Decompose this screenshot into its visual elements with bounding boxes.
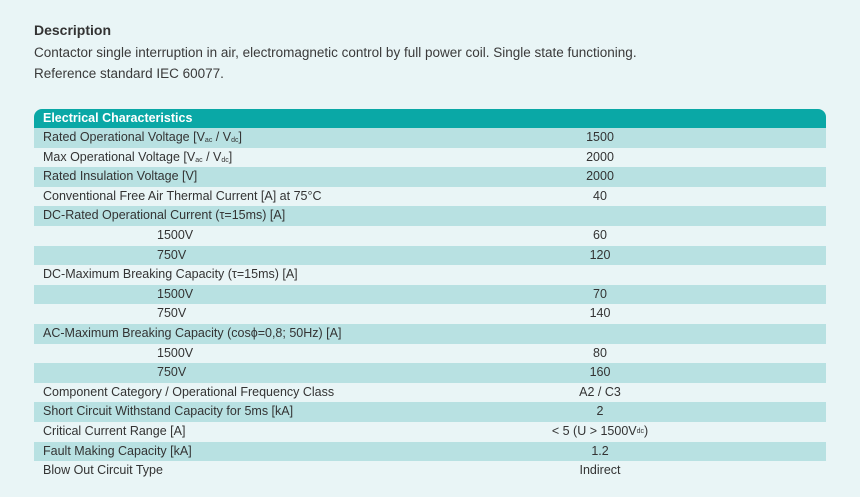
table-row: Critical Current Range [A] < 5 (U > 1500V dc ) (34, 422, 826, 442)
table-header: Electrical Characteristics (34, 109, 826, 128)
electrical-characteristics-table (34, 109, 826, 481)
row-label: DC-Maximum Breaking Capacity (τ=15ms) [A] (43, 267, 298, 282)
table-row: 750V 140 (34, 304, 826, 324)
row-label: Conventional Free Air Thermal Current [A] at 75°C (43, 188, 322, 203)
table-row: 750V 120 (34, 246, 826, 266)
table-row (34, 265, 826, 285)
row-label: Critical Current Range [A] (43, 423, 186, 438)
table-row: Blow Out Circuit Type Indirect (34, 461, 826, 481)
description-text-line-1: Contactor single interruption in air, electromagnetic control by full power coil. Single state functioning. (34, 45, 637, 60)
table-row: 750V 160 (34, 363, 826, 383)
row-label: Blow Out Circuit Type (43, 463, 163, 478)
row-label: Rated Operational Voltage $[V_{ac} / V_{dc}]$ (43, 130, 242, 144)
table-row: 1500V 80 (34, 344, 826, 364)
table-row (34, 324, 826, 344)
row-label: 750V (157, 247, 187, 262)
table-row: Conventional Free Air Thermal Current [A] at 75°C 40 (34, 187, 826, 207)
row-label: 1500V (157, 345, 194, 360)
table-row: Component Category / Operational Frequency Class A2 / C3 (34, 383, 826, 403)
row-label: Max Operational Voltage $[V_{ac} / V_{dc}]$ (43, 149, 233, 164)
table-row: 1500V 60 (34, 226, 826, 246)
table-row: Fault Making Capacity [kA] 1.2 (34, 442, 826, 462)
table-body (34, 128, 826, 481)
table-row (34, 206, 826, 226)
description-text-line-2: Reference standard IEC 60077. (34, 66, 224, 81)
row-label: DC-Rated Operational Current (τ=15ms) [A] (43, 208, 286, 223)
row-label: 750V (157, 365, 187, 380)
table-row: 1500V 70 (34, 285, 826, 305)
row-label: Component Category / Operational Frequency Class (43, 384, 335, 399)
row-label: 1500V (157, 286, 194, 301)
row-label: 750V (157, 306, 187, 321)
table-row: Short Circuit Withstand Capacity for 5ms [kA] 2 (34, 402, 826, 422)
table-row: Rated Insulation Voltage [V] 2000 (34, 167, 826, 187)
row-label: 1500V (157, 227, 194, 242)
table-row: Max Operational Voltage $[V_{ac} / V_{dc}]$ 2000 (34, 148, 826, 168)
table-row: Rated Operational Voltage $[V_{ac} / V_{dc}]$ 1500 (34, 128, 826, 148)
row-label: Rated Insulation Voltage [V] (43, 169, 198, 184)
description-title: Description (34, 22, 112, 38)
row-label: AC-Maximum Breaking Capacity (cosϕ=0,8; 50Hz) [A] (43, 325, 342, 340)
row-label: Short Circuit Withstand Capacity for 5ms [kA] (43, 404, 294, 419)
row-label: Fault Making Capacity [kA] (43, 443, 192, 458)
